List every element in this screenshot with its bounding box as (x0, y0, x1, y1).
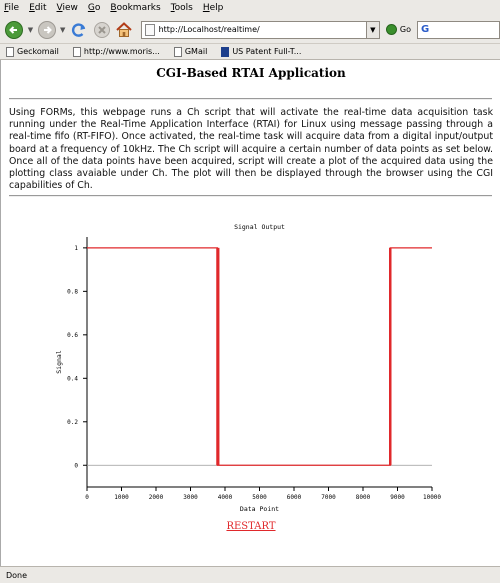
y-axis-label: Signal (55, 350, 63, 374)
stop-button[interactable] (91, 19, 112, 41)
x-tick-label: 6000 (286, 494, 302, 501)
bookmark-us-patent[interactable]: US Patent Full-T... (221, 47, 301, 57)
x-tick-label: 7000 (321, 494, 336, 501)
back-button[interactable] (4, 19, 25, 41)
home-button[interactable] (114, 19, 135, 41)
x-tick-label: 2000 (148, 494, 164, 501)
reload-button[interactable] (68, 19, 89, 41)
x-tick-label: 9000 (390, 494, 405, 501)
y-tick-label: 0.6 (67, 331, 78, 339)
google-search-icon: G (420, 24, 430, 35)
page-content (0, 60, 500, 566)
bookmark-moris[interactable]: http://www.moris... (73, 47, 160, 57)
menu-edit[interactable]: Edit (29, 3, 47, 13)
back-arrow-icon (4, 20, 24, 40)
x-tick-label: 5000 (252, 494, 267, 501)
page-icon (174, 47, 182, 57)
x-tick-label: 1000 (114, 494, 129, 501)
y-tick-label: 0.8 (67, 288, 78, 296)
page-icon (6, 47, 14, 57)
menu-bookmarks[interactable]: Bookmarks (110, 3, 161, 13)
menu-go[interactable]: Go (87, 3, 101, 13)
x-axis-label: Data Point (239, 505, 280, 513)
page-icon (73, 47, 81, 57)
back-history-dropdown[interactable]: ▼ (27, 25, 34, 34)
description-paragraph: Using FORMs, this webpage runs a Ch script that will activate the real-time data acquisition task running under the Real-Time Application Interface (RTAI) for Linux using message passing through a real-time fifo (RT-FIFO). Once activated, the real-time task will acquire data from a digital input/output board at a frequency of 10kHz. The Ch script will acquire a certain number of data points as set below. Once all of the data points have been acquired, script will create a plot of the acquired data using the plotting class avaiable under Ch. The plot will then be displayed through the browser using the CGI capabilities of Ch. (9, 107, 493, 192)
menu-tools[interactable]: Tools (170, 3, 193, 13)
x-tick-label: 0 (85, 494, 89, 501)
url-field[interactable] (141, 21, 367, 39)
page-icon (145, 24, 155, 36)
forward-arrow-icon (37, 20, 57, 40)
patent-icon (221, 47, 229, 57)
bookmark-gmail[interactable]: GMail (174, 47, 207, 57)
x-tick-label: 3000 (183, 494, 198, 501)
menu-file[interactable]: File (4, 3, 20, 13)
status-text: Done (6, 570, 28, 580)
signal-output-chart (1, 60, 500, 520)
bookmark-geckomail[interactable]: Geckomail (6, 47, 59, 57)
go-button[interactable]: Go (386, 24, 411, 35)
go-icon (386, 24, 397, 35)
page-title: CGI-Based RTAI Application (156, 66, 346, 80)
series-line-signal (87, 248, 432, 465)
forward-history-dropdown[interactable]: ▼ (60, 25, 66, 34)
search-field[interactable] (417, 21, 500, 39)
reload-icon (69, 20, 89, 40)
stop-icon (92, 20, 112, 40)
y-tick-label: 0 (74, 462, 78, 470)
forward-button[interactable] (36, 19, 57, 41)
menu-view[interactable]: View (56, 3, 78, 13)
navigation-toolbar (0, 16, 500, 44)
url-text: http://Localhost/realtime/ (158, 25, 260, 34)
x-tick-label: 8000 (355, 494, 371, 501)
x-tick-label: 4000 (217, 494, 233, 501)
home-icon (114, 20, 134, 40)
menu-help[interactable]: Help (202, 3, 224, 13)
chart-title: Signal Output (234, 223, 285, 231)
bookmarks-toolbar (0, 44, 500, 60)
status-bar (0, 566, 500, 583)
x-tick-label: 10000 (422, 494, 442, 501)
restart-link[interactable]: RESTART (226, 521, 276, 532)
y-tick-label: 0.4 (67, 375, 78, 383)
y-tick-label: 1 (74, 244, 78, 252)
url-history-dropdown[interactable]: ▼ (367, 21, 380, 39)
menu-bar (0, 0, 500, 16)
y-tick-label: 0.2 (67, 418, 78, 426)
